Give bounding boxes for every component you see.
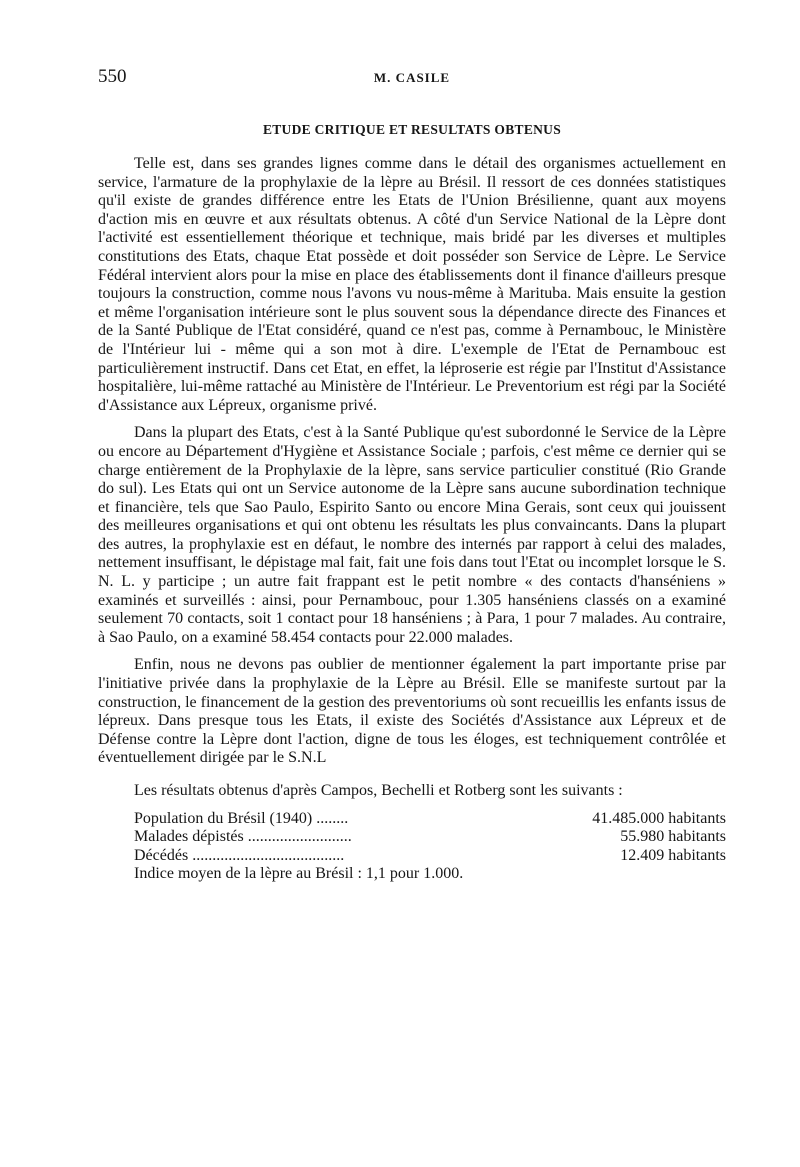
running-head: M. CASILE	[373, 70, 451, 85]
result-row	[134, 865, 726, 884]
result-label: Population du Brésil (1940) ........	[134, 809, 349, 827]
paragraph: Dans la plupart des Etats, c'est à la Santé Publique qu'est subordonné le Service de la Lèpre ou encore au Département d'Hygiène et Assistance Sociale ; parfois, c'est même ce dernier qui se charge entièrement de la Prophylaxie de la lèpre, sans service particulier constitué (Rio Grande do sul). Les Etats qui ont un Service autonome de la Lèpre sans aucune subordination technique et financière, tels que Sao Paulo, Espirito Santo ou encore Mina Gerais, sont ceux qui jouissent des meilleures organisations et qui ont obtenu les résultats les plus convaincants. Dans la plupart des autres, la prophylaxie est en défaut, le nombre des internés par rapport à celui des malades, nettement insuffisant, le dépistage mal fait, fait une fois dans tout l'Etat ou incomplet lorsque le S. N. L. y participe ; un autre fait frappant est le petit nombre « des contacts d'hanséniens » examinés et surveillés : ainsi, pour Pernambouc, pour 1.305 hanséniens classés on a examiné seulement 70 contacts, soit 1 contact pour 18 hanséniens ; à Para, 1 pour 7 malades. Au contraire, à Sao Paulo, on a examiné 58.454 contacts pour 22.000 malades.	[98, 424, 726, 646]
result-label: Indice moyen de la lèpre au Brésil : 1,1 pour 1.000.	[134, 865, 464, 883]
page-number: 550	[98, 66, 127, 87]
results-list	[98, 810, 726, 884]
result-row	[134, 810, 726, 829]
result-label: Malades dépistés ..........................	[134, 828, 352, 846]
page-header	[98, 66, 726, 90]
result-value: 55.980 habitants	[620, 828, 726, 846]
result-value: 41.485.000 habitants	[592, 809, 726, 827]
result-label: Décédés ......................................	[134, 846, 345, 864]
paragraph: Enfin, nous ne devons pas oublier de mentionner également la part importante prise par l'initiative privée dans la prophylaxie de la Lèpre au Brésil. Elle se manifeste surtout par la construction, le financement de la gestion des preventoriums où sont recueillis les enfants issus de lépreux. Dans presque tous les Etats, il existe des Sociétés d'Assistance aux Lépreux et de Défense contre la Lèpre dont l'action, digne de tous les éloges, est techniquement contrôlée et éventuellement dirigée par le S.N.L	[98, 656, 726, 767]
section-title: ETUDE CRITIQUE ET RESULTATS OBTENUS	[262, 122, 562, 137]
result-row	[134, 828, 726, 847]
paragraph: Telle est, dans ses grandes lignes comme dans le détail des organismes actuellement en service, l'armature de la prophylaxie de la lèpre au Brésil. Il ressort de ces données statistiques qu'il existe de grandes différence entre les Etats de l'Union Brésilienne, quant aux moyens d'action mis en œuvre et aux résultats obtenus. A côté d'un Service National de la Lèpre dont l'activité est essentiellement théorique et technique, mais bridé par les diverses et multiples constitutions des Etats, chaque Etat possède et doit posséder son Service de Lèpre. Le Service Fédéral intervient alors pour la mise en place des établissements dont il finance d'ailleurs presque toujours la construction, comme nous l'avons vu nous-même à Marituba. Mais ensuite la gestion et même l'organisation intérieure sont le plus souvent sous la dépendance directe des Finances et de la Santé Publique de l'Etat considéré, quand ce n'est pas, comme à Pernambouc, le Ministère de l'Intérieur lui - même qui a son mot à dire. L'exemple de l'Etat de Pernambouc est particulièrement instructif. Dans cet Etat, en effet, la léproserie est régie par l'Institut d'Assistance hospitalière, lui-même rattaché au Ministère de l'Intérieur. Le Preventorium est régi par la Société d'Assistance aux Lépreux, organisme privé.	[98, 155, 726, 414]
result-row	[134, 847, 726, 866]
body-text	[98, 155, 726, 884]
paragraph: Les résultats obtenus d'après Campos, Bechelli et Rotberg sont les suivants :	[134, 782, 623, 799]
result-value: 12.409 habitants	[620, 846, 726, 864]
